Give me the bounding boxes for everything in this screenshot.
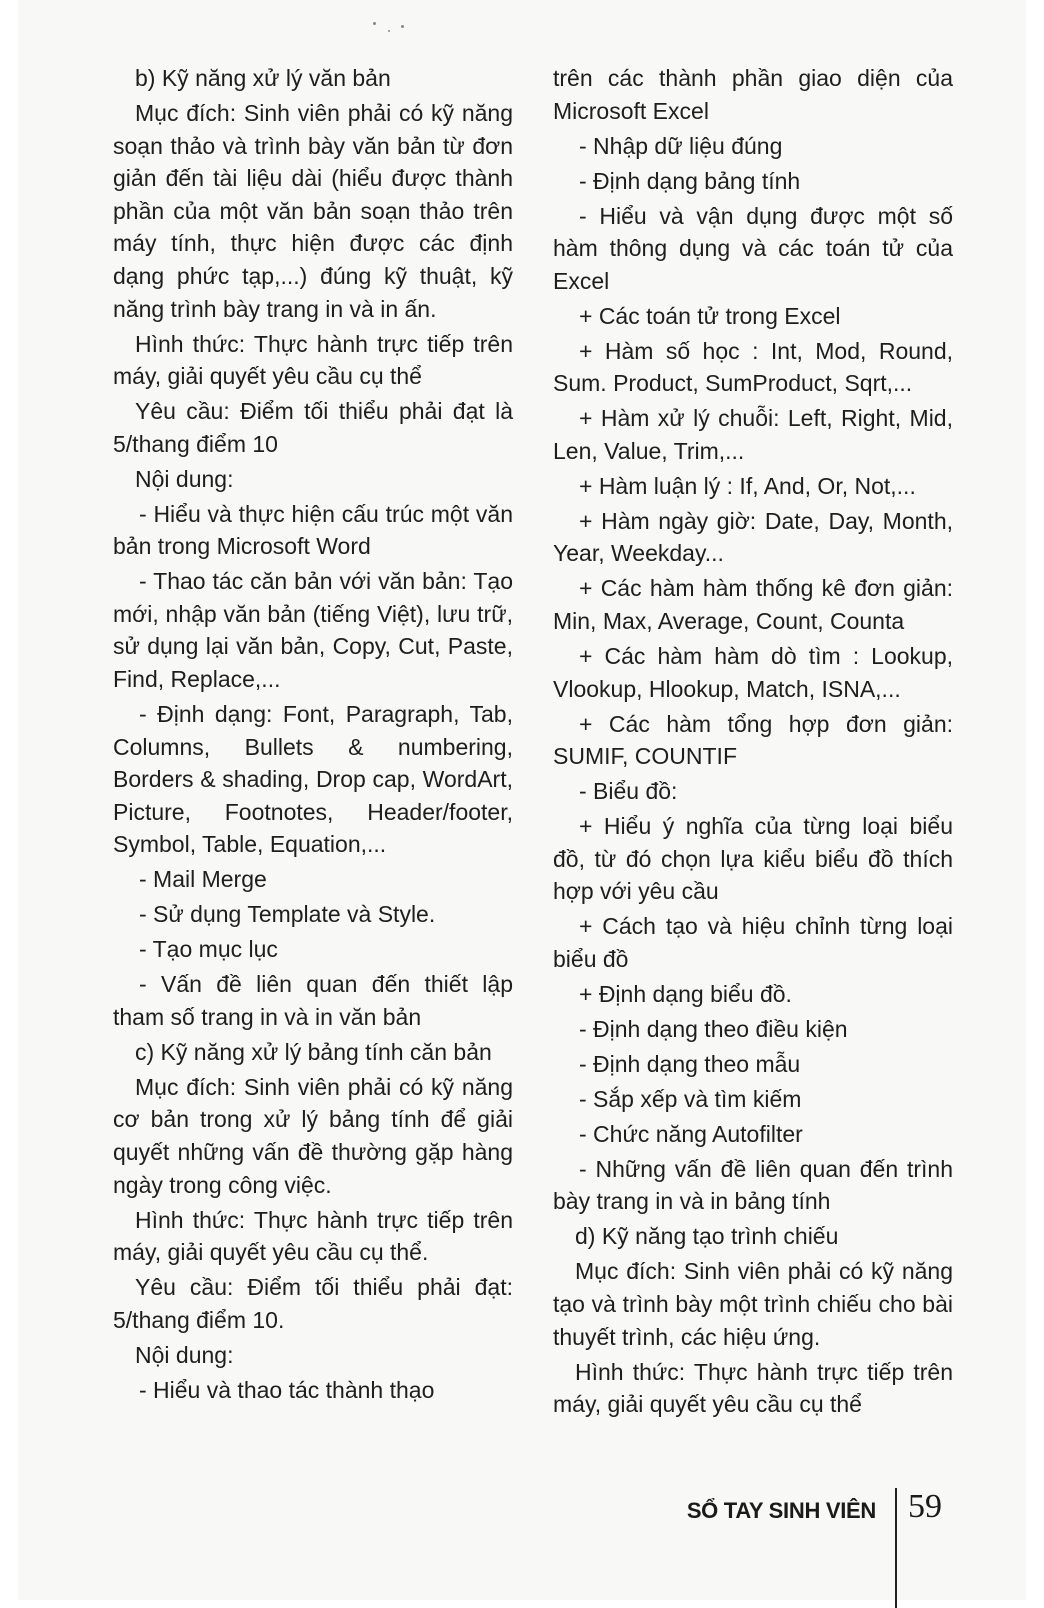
section-heading-b: b) Kỹ năng xử lý văn bản: [135, 65, 391, 91]
list-item: - Nhập dữ liệu đúng: [579, 132, 783, 159]
sub-list-item: + Các hàm hàm thống kê đơn giản: Min, Max, Average, Count, Counta: [553, 575, 953, 635]
section-heading-c: c) Kỹ năng xử lý bảng tính căn bản: [135, 1038, 492, 1065]
sub-list-item: + Định dạng biểu đồ.: [579, 980, 792, 1007]
paragraph-format-c: Hình thức: Thực hành trực tiếp trên máy, giải quyết yêu cầu cụ thể.: [113, 1206, 513, 1266]
running-footer-title: SỔ TAY SINH VIÊN: [686, 1498, 876, 1523]
scan-speck: [373, 22, 376, 25]
page-number: 59: [908, 1488, 942, 1525]
list-item: - Hiểu và thao tác thành thạo: [139, 1376, 435, 1403]
right-column: [553, 62, 953, 1423]
list-item: - Tạo mục lục: [139, 936, 278, 963]
sub-list-item: + Hàm xử lý chuỗi: Left, Right, Mid, Len, Value, Trim,...: [553, 405, 953, 464]
list-item: - Những vấn đề liên quan đến trình bày trang in và in bảng tính: [553, 1155, 953, 1215]
scan-speck: [401, 25, 404, 28]
paragraph-format-b: Hình thức: Thực hành trực tiếp trên máy, giải quyết yêu cầu cụ thể: [113, 330, 513, 390]
list-item: - Hiểu và vận dụng được một số hàm thông dụng và các toán tử của Excel: [553, 202, 953, 294]
sub-list-item: + Hàm luận lý : If, And, Or, Not,...: [579, 472, 916, 499]
list-item: - Chức năng Autofilter: [579, 1120, 803, 1147]
list-item: - Định dạng bảng tính: [579, 167, 801, 194]
page-footer: [618, 1488, 998, 1548]
list-item: - Sử dụng Template và Style.: [139, 901, 436, 928]
paragraph-requirement-b: Yêu cầu: Điểm tối thiểu phải đạt là 5/thang điểm 10: [113, 398, 513, 457]
paragraph-content-label-c: Nội dung:: [135, 1341, 234, 1368]
paragraph-purpose-d: Mục đích: Sinh viên phải có kỹ năng tạo và trình bày một trình chiếu cho bài thuyết trình, các hiệu ứng.: [553, 1258, 953, 1350]
book-page: [18, 0, 1026, 1600]
paragraph-content-label-b: Nội dung:: [135, 465, 234, 492]
sub-list-item: + Hiểu ý nghĩa của từng loại biểu đồ, từ đó chọn lựa kiểu biểu đồ thích hợp với yêu cầu: [553, 813, 953, 905]
sub-list-item: + Các hàm hàm dò tìm : Lookup, Vlookup, Hlookup, Match, ISNA,...: [553, 643, 953, 702]
paragraph-format-d: Hình thức: Thực hành trực tiếp trên máy, giải quyết yêu cầu cụ thể: [553, 1358, 953, 1418]
list-item: - Định dạng: Font, Paragraph, Tab, Columns, Bullets & numbering, Borders & shading, Drop cap, WordArt, Picture, Footnotes, Header/footer, Symbol, Table, Equation,...: [113, 701, 513, 858]
paragraph-requirement-c: Yêu cầu: Điểm tối thiểu phải đạt: 5/thang điểm 10.: [113, 1274, 513, 1333]
section-heading-d: d) Kỹ năng tạo trình chiếu: [575, 1223, 839, 1250]
list-item: - Hiểu và thực hiện cấu trúc một văn bản trong Microsoft Word: [113, 500, 513, 560]
footer-divider: [895, 1488, 897, 1608]
sub-list-item: + Hàm số học : Int, Mod, Round, Sum. Product, SumProduct, Sqrt,...: [553, 337, 953, 397]
list-item: - Định dạng theo điều kiện: [579, 1015, 848, 1042]
list-item-continuation: trên các thành phần giao diện của Microsoft Excel: [553, 65, 953, 124]
left-column: [113, 62, 513, 1409]
scan-speck: [388, 30, 390, 32]
list-item: - Vấn đề liên quan đến thiết lập tham số trang in và in văn bản: [113, 971, 513, 1030]
list-item: - Biểu đồ:: [579, 778, 678, 805]
sub-list-item: + Các toán tử trong Excel: [579, 302, 841, 329]
sub-list-item: + Hàm ngày giờ: Date, Day, Month, Year, Weekday...: [553, 507, 953, 567]
sub-list-item: + Cách tạo và hiệu chỉnh từng loại biểu đồ: [553, 913, 953, 972]
list-item: - Mail Merge: [139, 866, 267, 893]
list-item: - Định dạng theo mẫu: [579, 1050, 801, 1077]
paragraph-purpose-c: Mục đích: Sinh viên phải có kỹ năng cơ bản trong xử lý bảng tính để giải quyết những vấn đề thường gặp hàng ngày trong công việc.: [113, 1073, 513, 1198]
list-item: - Thao tác căn bản với văn bản: Tạo mới, nhập văn bản (tiếng Việt), lưu trữ, sử dụng lại văn bản, Copy, Cut, Paste, Find, Replace,...: [113, 568, 513, 693]
sub-list-item: + Các hàm tổng hợp đơn giản: SUMIF, COUNTIF: [553, 710, 953, 770]
paragraph-purpose-b: Mục đích: Sinh viên phải có kỹ năng soạn thảo và trình bày văn bản từ đơn giản đến tài liệu dài (hiểu được thành phần của một văn bản soạn thảo trên máy tính, thực hiện được các định dạng phức tạp,...) đúng kỹ thuật, kỹ năng trình bày trang in và in ấn.: [113, 99, 513, 322]
list-item: - Sắp xếp và tìm kiếm: [579, 1085, 802, 1112]
